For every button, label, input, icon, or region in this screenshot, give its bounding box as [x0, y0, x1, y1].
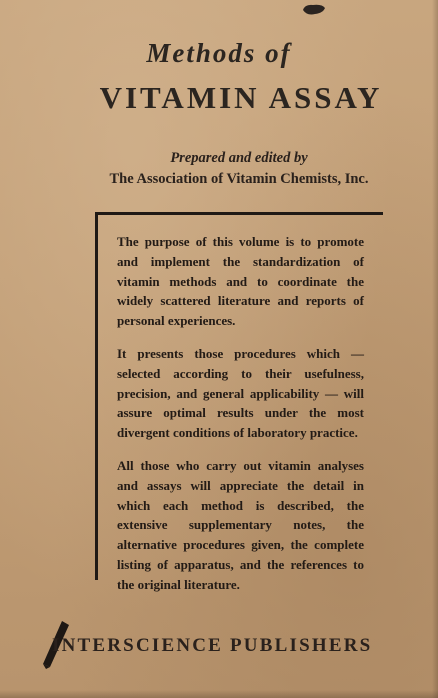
editor-name: The Association of Vitamin Chemists, Inc.: [109, 171, 369, 187]
blurb-paragraph-purpose: The purpose of this volume is to promote and implement the standardization of vitamin methods and to coordinate the widely scattered literature and reports of personal experiences.: [117, 234, 364, 329]
title-methods-of: Methods of: [146, 38, 292, 68]
blurb-box-left-rule: [95, 212, 98, 580]
cover-bottom-edge: [0, 690, 438, 698]
blurb-text: [117, 232, 364, 608]
blurb-paragraph-audience: All those who carry out vitamin analyses and assays will appreciate the detail in which each method is described, the extensive supplementary notes, the alternative procedures given, the complete listing of apparatus, and the references to the original literature.: [117, 457, 364, 592]
publisher-name: INTERSCIENCE PUBLISHERS: [52, 635, 373, 656]
blurb-paragraph-procedures: It presents those procedures which — selected according to their usefulness, precision, and general applicability — will assure optimal results under the most divergent conditions of laboratory practice.: [117, 345, 364, 441]
ink-smudge-mark: [302, 3, 326, 16]
prepared-by-line: Prepared and edited by: [170, 150, 308, 166]
title-vitamin-assay: VITAMIN ASSAY: [99, 80, 383, 115]
blurb-box-top-rule: [95, 212, 383, 215]
